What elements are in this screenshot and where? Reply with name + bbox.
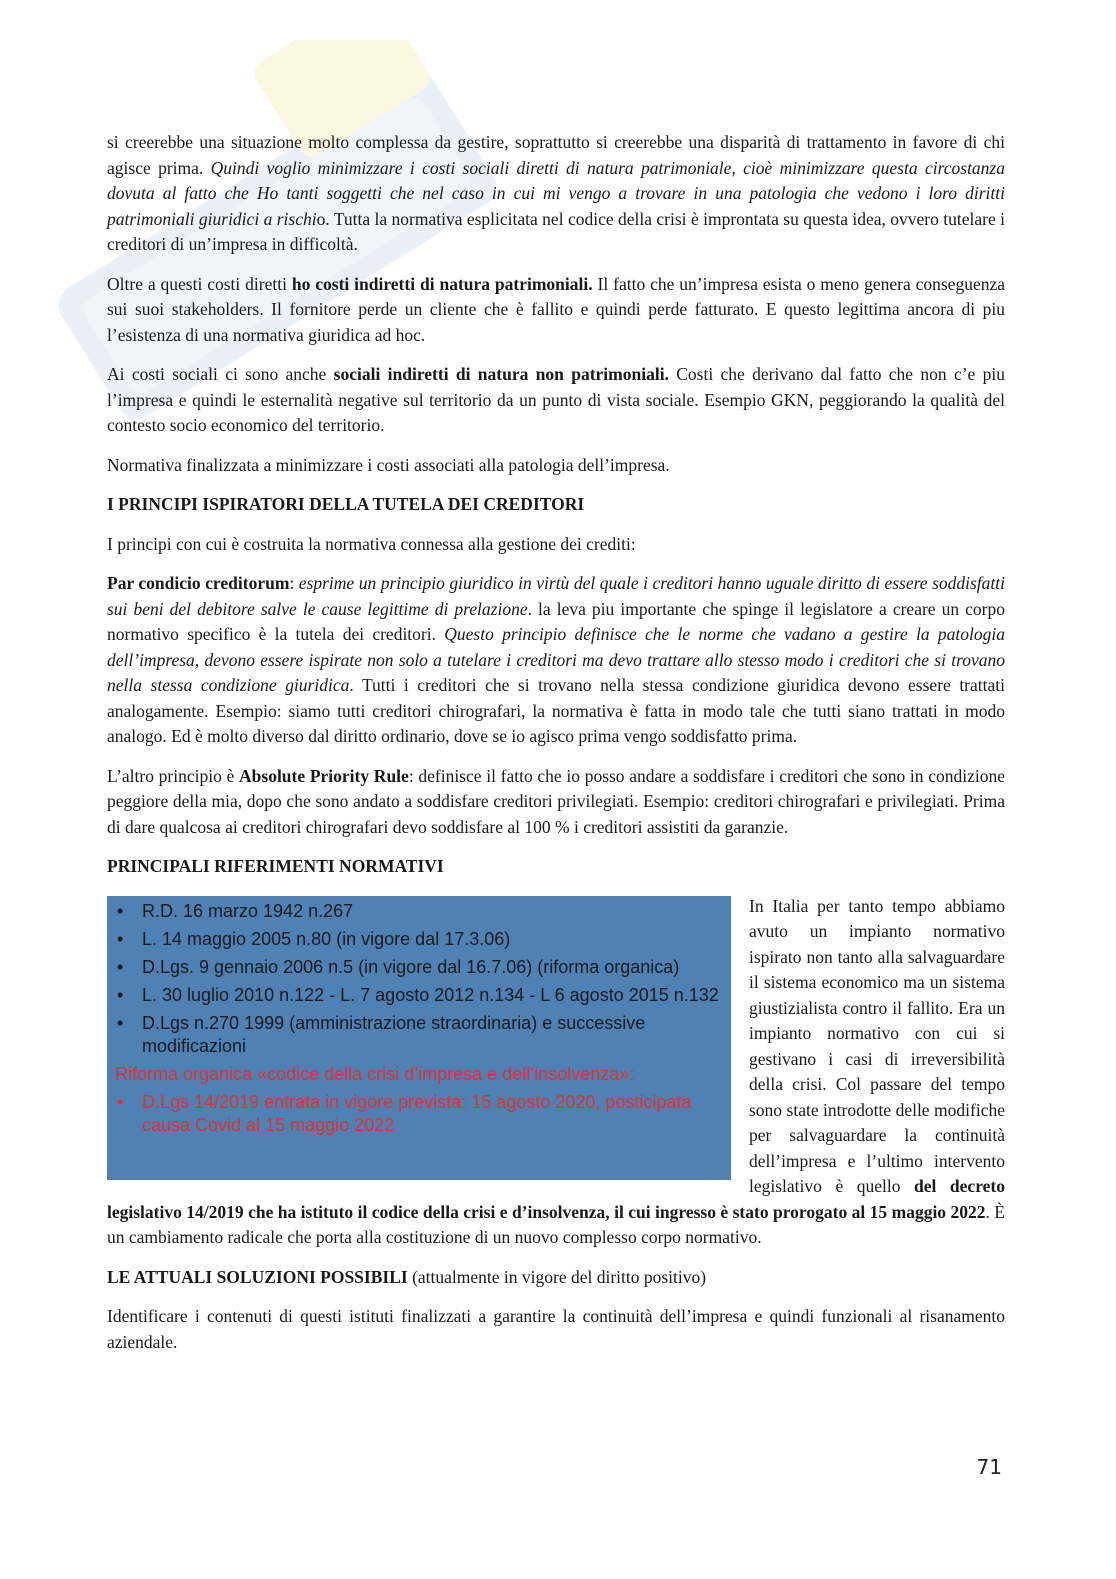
legislation-item: • D.Lgs. 9 gennaio 2006 n.5 (in vigore dal 16.7.06) (riforma organica): [117, 956, 680, 977]
reform-item: • D.Lgs 14/2019 entrata in vigore prevista: 15 agosto 2020, posticipata causa Covid al 15 maggio 2022: [117, 1091, 692, 1135]
paragraph-5: I principi con cui è costruita la normativa connessa alla gestione dei crediti:: [107, 533, 636, 554]
paragraph-2: Oltre a questi costi diretti ho costi indiretti di natura patrimoniali. Il fatto che un’impresa esista o meno genera conseguenza sui suoi stakeholders. Il fornitore perde un cliente che è fallito e quindi perde fatturato. E questo legittima ancora di piu l’esistenza di una normativa giuridica ad hoc.: [107, 273, 1006, 345]
paragraph-soluzioni: LE ATTUALI SOLUZIONI POSSIBILI (attualmente in vigore del diritto positivo): [107, 1266, 707, 1287]
legislation-slide-image: [107, 896, 731, 1180]
document-body: [107, 130, 1005, 1369]
legislation-item: • R.D. 16 marzo 1942 n.267: [117, 900, 354, 921]
paragraph-1: si creerebbe una situazione molto complessa da gestire, soprattutto si creerebbe una disparità di trattamento in favore di chi agisce prima. Quindi voglio minimizzare i costi sociali diretti di natura patrimoniale, cioè minimizzare questa circostanza dovuta al fatto che Ho tanti soggetti che nel caso in cui mi vengo a trovare in una patologia che vedono i loro diritti patrimoniali giuridici a rischio. Tutta la normativa esplicitata nel codice della crisi è improntata su questa idea, ovvero tutelare i creditori di un’impresa in difficoltà.: [107, 132, 1005, 254]
legislation-item: • L. 30 luglio 2010 n.122 - L. 7 agosto 2012 n.134 - L 6 agosto 2015 n.132: [117, 984, 719, 1005]
page-number: 71: [976, 1455, 1002, 1479]
legislation-item: • D.Lgs n.270 1999 (amministrazione straordinaria) e successive modificazioni: [117, 1012, 646, 1056]
reform-title: Riforma organica «codice della crisi d’impresa e dell’insolvenza»:: [115, 1063, 635, 1084]
paragraph-absolute-priority: L’altro principio è Absolute Priority Rule: definisce il fatto che io posso andare a soddisfare i creditori che sono in condizione peggiore della mia, dopo che sono andato a soddisfare creditori privilegiati. Esempio: creditori chirografari e privilegiati. Prima di dare qualcosa ai creditori chirografari devo soddisfare al 100 % i creditori assistiti da garanzie.: [107, 765, 1005, 837]
legislation-item: • L. 14 maggio 2005 n.80 (in vigore dal 17.3.06): [117, 928, 511, 949]
paragraph-4: Normativa finalizzata a minimizzare i costi associati alla patologia dell’impresa.: [107, 454, 670, 475]
section-heading-principi: I PRINCIPI ISPIRATORI DELLA TUTELA DEI CREDITORI: [107, 494, 585, 514]
paragraph-par-condicio: Par condicio creditorum: esprime un principio giuridico in virtù del quale i creditori hanno uguale diritto di essere soddisfatti sui beni del debitore salve le cause legittime di prelazione. la leva piu importante che spinge il legislatore a creare un corpo normativo specifico è la tutela dei creditori. Questo principio definisce che le norme che vadano a gestire la patologia dell’impresa, devono essere ispirate non solo a tutelare i creditori ma devo trattare allo stesso modo i creditori che si trovano nella stessa condizione giuridica. Tutti i creditori che si trovano nella stessa condizione giuridica devono essere trattati analogamente. Esempio: siamo tutti creditori chirografari, la normativa è fatta in modo tale che tutti siano trattati in modo analogo. Ed è molto diverso dal diritto ordinario, dove se io agisco prima vengo soddisfatto prima.: [107, 573, 1006, 746]
paragraph-italia: In Italia per tanto tempo abbiamo avuto un impianto normativo ispirato non tanto alla salvaguardare il sistema economico ma un sistema giustizialista contro il fallito. Era un impianto normativo con cui si gestivano i casi di irreversibilità della crisi. Col passare del tempo sono state introdotte delle modifiche per salvaguardare la continuità dell’impresa e l’ultimo intervento legislativo è quello del decreto legislativo 14/2019 che ha istituto il codice della crisi e d’insolvenza, il cui ingresso è stato prorogato al 15 maggio 2022. È un cambiamento radicale che porta alla costituzione di un nuovo complesso corpo normativo.: [107, 895, 1005, 1247]
section-heading-riferimenti: PRINCIPALI RIFERIMENTI NORMATIVI: [107, 856, 444, 876]
paragraph-3: Ai costi sociali ci sono anche sociali indiretti di natura non patrimoniali. Costi che derivano dal fatto che non c’e piu l’impresa e quindi le esternalità negative sul territorio da un punto di vista sociale. Esempio GKN, peggiorando la qualità del contesto socio economico del territorio.: [107, 364, 1005, 435]
paragraph-identificare: Identificare i contenuti di questi istituti finalizzati a garantire la continuità dell’impresa e quindi funzionali al risanamento aziendale.: [107, 1306, 1005, 1352]
legislation-list: [115, 900, 723, 1058]
reform-list: [115, 1091, 723, 1137]
